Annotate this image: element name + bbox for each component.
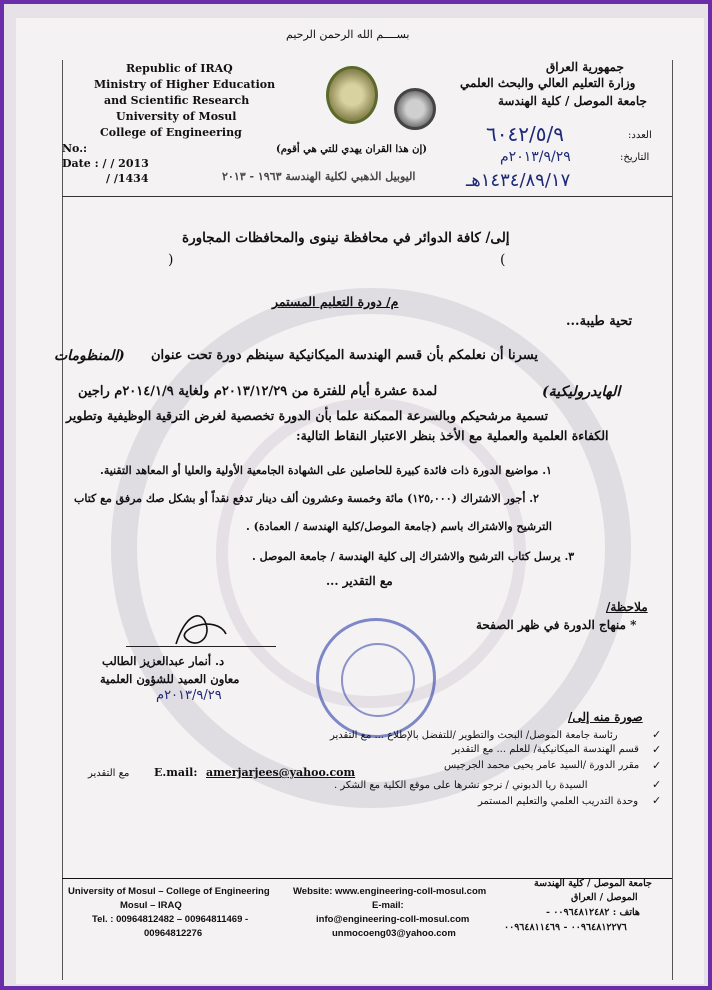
footer-right-line3: هاتف : ٠٠٩٦٤٨١٢٤٨٢ - <box>546 907 640 918</box>
header-en-hijri: / /1434 <box>106 172 149 185</box>
footer-email-yahoo: unmocoeng03@yahoo.com <box>332 928 456 939</box>
motto: (إن هذا القران يهدي للتي هي أقوم) <box>276 144 428 155</box>
header-ar-date-value: ٢٠١٣/٩/٢٩م <box>500 149 571 165</box>
footer-email-info: info@engineering-coll-mosul.com <box>316 914 470 925</box>
course-title-part1: (المنظومات <box>54 348 125 364</box>
copies-label: صورة منه إلى/ <box>568 710 643 724</box>
check-icon: ✓ <box>652 728 662 741</box>
body-line3: تسمية مرشحيكم وبالسرعة الممكنة علما بأن الدورة تخصصية لغرض الترقية الوظيفية وتطوير <box>66 408 549 423</box>
paren-open: ( <box>500 252 506 268</box>
point-3: ٣. يرسل كتاب الترشيح والاشتراك إلى كلية الهندسة / جامعة الموصل . <box>252 550 575 563</box>
signatory-date: ٢٠١٣/٩/٢٩م <box>156 688 222 703</box>
header-en-line5: College of Engineering <box>100 126 242 139</box>
header-ar-line1: جمهورية العراق <box>546 60 624 74</box>
college-logo-icon <box>394 88 436 130</box>
signatory-name: د. أنمار عبدالعزيز الطالب <box>102 654 225 668</box>
footer-left-line2: Mosul – IRAQ <box>120 900 182 911</box>
copy-4: السيدة ريا الدبوني / نرجو نشرها على موقع الكلية مع الشكر . <box>334 780 588 791</box>
basmala: بســــم الله الرحمن الرحيم <box>286 28 410 41</box>
official-stamp-icon <box>316 618 436 738</box>
header-en-line2: Ministry of Higher Education <box>94 78 276 91</box>
footer-website: Website: www.engineering-coll-mosul.com <box>293 886 487 897</box>
footer-right-line1: جامعة الموصل / كلية الهندسة <box>534 878 652 889</box>
email-value[interactable]: amerjarjees@yahoo.com <box>206 766 356 779</box>
notes-item: * منهاج الدورة في ظهر الصفحة <box>476 618 637 632</box>
header-en-line4: University of Mosul <box>116 110 237 123</box>
header-ar-hijri-value: ١٤٣٤/٨٩/١٧هـ <box>466 170 571 191</box>
copy-3: مقرر الدورة /السيد عامر يحيى محمد الجرجيس <box>444 760 640 771</box>
subject: م/ دورة التعليم المستمر <box>272 294 399 309</box>
footer-left-line1: University of Mosul – College of Engineering <box>68 886 270 897</box>
copy-5: وحدة التدريب العلمي والتعليم المستمر <box>478 796 639 807</box>
check-icon: ✓ <box>652 759 662 772</box>
header-ar-line3: جامعة الموصل / كلية الهندسة <box>498 94 647 108</box>
header-en-date: Date : / / 2013 <box>62 157 149 170</box>
jubilee-banner: اليوبيل الذهبي لكلية الهندسة ١٩٦٣ - ٢٠١٣ <box>222 170 416 183</box>
header-ar-number-value: ٦٠٤٢/٥/٩ <box>486 122 564 146</box>
copy-2: قسم الهندسة الميكانيكية/ للعلم ... مع التقدير <box>452 744 639 755</box>
body-line1: يسرنا أن نعلمكم بأن قسم الهندسة الميكانيكية سينظم دورة تحت عنوان <box>151 348 538 363</box>
header-ar-date-label: التاريخ: <box>620 152 650 163</box>
letter-sheet <box>16 18 704 984</box>
signatory-title: معاون العميد للشؤون العلمية <box>100 672 240 686</box>
point-1: ١. مواضيع الدورة ذات فائدة كبيرة للحاصلين على الشهادة الجامعية الأولية والعليا أو المعاهد التقنية. <box>100 464 552 477</box>
email-suffix: مع التقدير <box>88 768 130 779</box>
signature-rule <box>126 646 276 647</box>
body-line2: لمدة عشرة أيام للفترة من ٢٠١٣/١٢/٢٩م ولغاية ٢٠١٤/١/٩م راجين <box>78 384 438 399</box>
footer-email-label: E-mail: <box>372 900 404 911</box>
right-margin-rule <box>672 60 673 980</box>
university-logo-icon <box>326 66 378 124</box>
header-en-line3: and Scientific Research <box>104 94 250 107</box>
stamp-emblem-icon <box>341 643 415 717</box>
left-margin-rule <box>62 60 63 980</box>
email-label: E.mail: <box>154 766 198 779</box>
header-ar-line2: وزارة التعليم العالي والبحث العلمي <box>460 76 636 90</box>
check-icon: ✓ <box>652 743 662 756</box>
paren-close: ) <box>168 252 174 268</box>
point-2: ٢. أجور الاشتراك (١٢٥,٠٠٠) مائة وخمسة وعشرون ألف دينار تدفع نقداً أو بشكل صك مرفق مع كتاب <box>74 492 539 505</box>
course-title-part2: الهايدروليكية) <box>542 384 621 400</box>
footer-left-line3: Tel. : 00964812482 – 00964811469 - <box>92 914 249 925</box>
notes-label: ملاحظة/ <box>606 600 648 614</box>
body-line4: الكفاءة العلمية والعملية مع الأخذ بنظر الاعتبار النقاط التالية: <box>296 428 609 443</box>
addressee: إلى/ كافة الدوائر في محافظة نينوى والمحافظات المجاورة <box>182 230 510 246</box>
closing: مع التقدير ... <box>326 574 393 588</box>
check-icon: ✓ <box>652 778 662 791</box>
header-rule <box>62 196 672 197</box>
footer-right-line2: الموصل / العراق <box>571 892 638 903</box>
header-en-no: No.: <box>62 142 88 155</box>
greeting: تحية طيبة... <box>566 314 633 329</box>
header-en-line1: Republic of IRAQ <box>126 62 233 75</box>
point-2-cont: الترشيح والاشتراك باسم (جامعة الموصل/كلية الهندسة / العمادة) . <box>246 520 552 533</box>
copy-1: رئاسة جامعة الموصل/ البحث والتطوير /للتفضل بالإطلاع ... مع التقدير <box>330 730 618 741</box>
header-ar-number-label: العدد: <box>628 130 652 141</box>
footer-right-line4: ٠٠٩٦٤٨١٢٢٧٦ - ٠٠٩٦٤٨١١٤٦٩ <box>504 922 627 933</box>
footer-left-line4: 00964812276 <box>144 928 203 939</box>
check-icon: ✓ <box>652 794 662 807</box>
